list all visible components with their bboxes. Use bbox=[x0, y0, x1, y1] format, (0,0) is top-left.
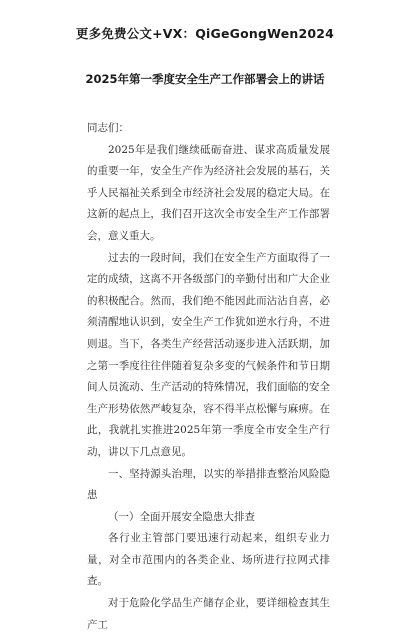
paragraph: 对于危险化学品生产储存企业，要详细检查其生产工 bbox=[87, 597, 330, 631]
paragraph: 过去的一段时间，我们在安全生产方面取得了一定的成绩，这离不开各级部门的辛勤付出和广大企业的积极配合。然而，我们绝不能因此而沾沾自喜，必须清醒地认识到，安全生产工作犹如逆水行舟，不进则退。当下，各类生产经营活动逐步进入活跃期，加之第一季度往往伴随着复杂多变的气候条件和节日期间人员流动、生产活动的特殊情况，我们面临的安全生产形势依然严峻复杂，容不得半点松懈与麻痹。在此，我就扎实推进2025年第一季度全市安全生产行动，讲以下几点意见。 bbox=[87, 251, 330, 458]
paragraph: 2025年是我们继续砥砺奋进、谋求高质量发展的重要一年，安全生产作为经济社会发展的基石，关乎人民福祉关系到全市经济社会发展的稳定大局。在这新的起点上，我们召开这次全市安全生产工作部署会，意义重大。 bbox=[87, 143, 330, 242]
subsection-heading: （一）全面开展安全隐患大排查 bbox=[108, 510, 255, 523]
document-body bbox=[87, 118, 330, 636]
watermark-banner: 更多免费公文+VX：QiGeGongWen2024 bbox=[75, 26, 335, 41]
document-title: 2025年第一季度安全生产工作部署会上的讲话 bbox=[85, 72, 325, 86]
salutation: 同志们： bbox=[87, 122, 129, 134]
paragraph: 各行业主管部门要迅速行动起来，组织专业力量，对全市范围内的各类企业、场所进行拉网式排查。 bbox=[87, 532, 330, 588]
section-heading: 一、坚持源头治理，以实的举措排查整治风险隐患 bbox=[87, 467, 330, 502]
